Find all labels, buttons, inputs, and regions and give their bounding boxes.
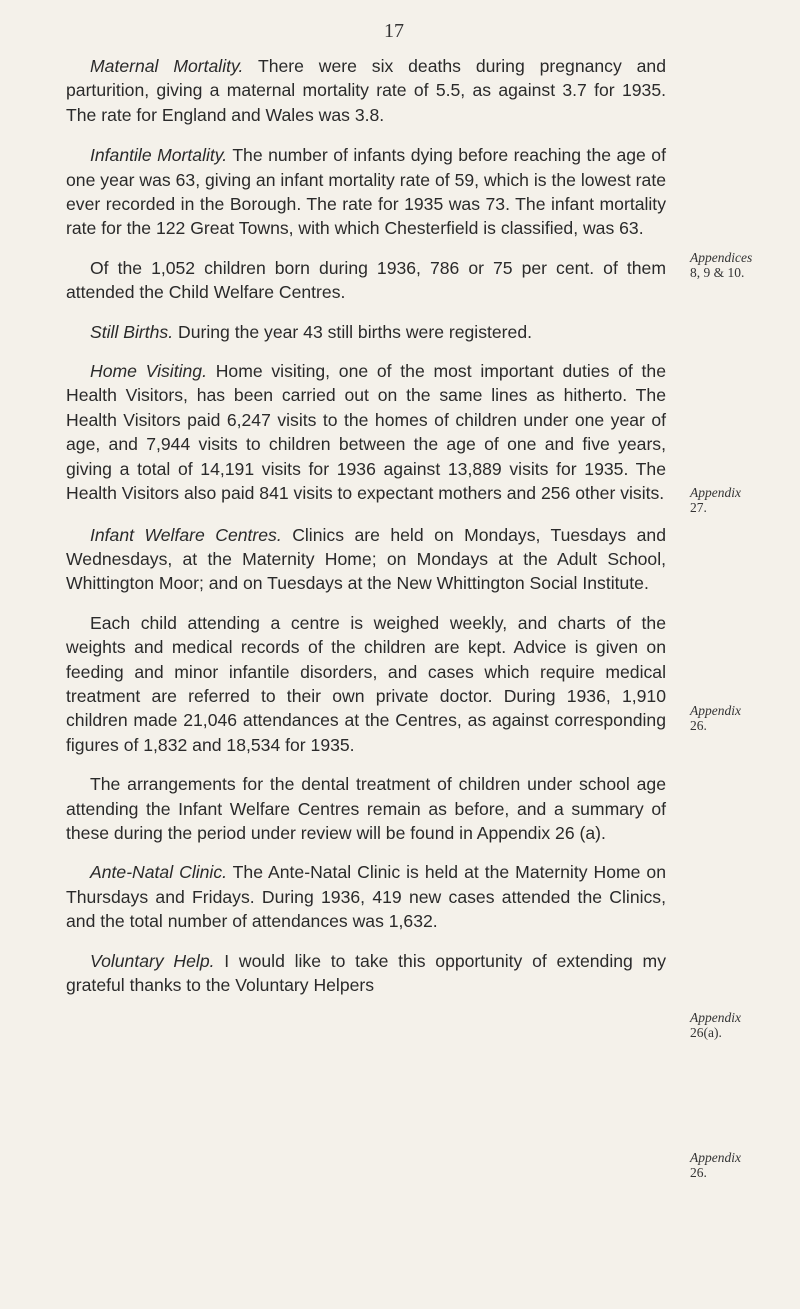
paragraph-heading: Maternal Mortality.: [90, 56, 244, 76]
paragraph-heading: Infant Welfare Centres.: [90, 524, 282, 545]
page-number: 17: [384, 20, 404, 42]
paragraph-text: There were six deaths during pregnancy and parturition, giving a maternal mortality rate of 5.5, as against 3.7 for 1935. The rate for England and Wales was 3.8.: [66, 56, 666, 125]
margin-note-ref: 26(a).: [690, 1025, 722, 1040]
paragraph-text: During the year 43 still births were registered.: [173, 321, 532, 342]
paragraph-home-visiting: [66, 359, 666, 505]
paragraph-text: I would like to take this opportunity of extending my grateful thanks to the Voluntary Helpers: [66, 950, 667, 995]
paragraph-voluntary-help: [66, 949, 666, 998]
paragraph-ante-natal-clinic: [66, 860, 666, 933]
margin-note-appendix-27: [690, 485, 790, 515]
margin-note-appendix-26a: [690, 1010, 790, 1040]
paragraph-children-born: [66, 256, 666, 305]
paragraph-text: Clinics are held on Mondays, Tuesdays and Wednesdays, at the Maternity Home; on Mondays at the Adult School, Whittington Moor; and on Tuesdays at the New Whittington Social Institute.: [66, 524, 666, 594]
paragraph-heading: Home Visiting.: [90, 361, 207, 382]
paragraph-infant-welfare-centres: [66, 523, 666, 596]
margin-note-appendices: [690, 250, 790, 280]
paragraph-text: The Ante-Natal Clinic is held at the Maternity Home on Thursdays and Fridays. During 1936, 419 new cases attended the Clinics, and the total number of attendances was 1,632.: [66, 862, 666, 932]
paragraph-text: The arrangements for the dental treatment of children under school age attending the Infant Welfare Centres remain as before, and a summary of these during the period under review will be found in Appendix 26 (a).: [66, 774, 666, 843]
margin-note-label: Appendix: [690, 485, 741, 500]
paragraph-text: Home visiting, one of the most important duties of the Health Visitors, has been carried out on the same lines as hitherto. The Health Visitors paid 6,247 visits to the homes of children under one year of age, and 7,944 visits to children between the age of one and five years, giving a total of 14,191 visits for 1936 against 13,889 visits for 1935. The Health Visitors also paid 841 visits to expectant mothers and 256 other visits.: [66, 361, 666, 504]
paragraph-still-births: [66, 320, 666, 344]
paragraph-infantile-mortality: [66, 143, 666, 241]
margin-note-label: Appendix: [690, 1010, 741, 1025]
margin-note-ref: 26.: [690, 1165, 707, 1180]
paragraph-heading: Ante-Natal Clinic.: [90, 862, 228, 883]
paragraph-heading: Voluntary Help.: [90, 950, 215, 971]
margin-note-appendix-26: [690, 703, 790, 733]
paragraph-text: Of the 1,052 children born during 1936, 786 or 75 per cent. of them attended the Child Welfare Centres.: [66, 257, 666, 303]
main-text: [66, 54, 666, 997]
margin-note-label: Appendix: [690, 703, 741, 718]
paragraph-text: Each child attending a centre is weighed weekly, and charts of the weights and medical records of the children are kept. Advice is given on feeding and minor infantile disorders, and cases which require medical treatment are referred to their own private doctor. During 1936, 1,910 children made 21,046 attendances at the Centres, as against corresponding figures of 1,832 and 18,534 for 1935.: [66, 612, 666, 755]
margin-note-ref: 8, 9 & 10.: [690, 265, 745, 280]
paragraph-centre-weighing: [66, 611, 666, 757]
paragraph-dental-treatment: [66, 772, 666, 845]
margin-note-ref: 27.: [690, 500, 707, 515]
paragraph-heading: Still Births.: [90, 321, 174, 342]
paragraph-heading: Infantile Mortality.: [90, 145, 228, 166]
margin-note-label: Appendix: [690, 1150, 741, 1165]
margin-note-ref: 26.: [690, 718, 707, 733]
margin-note-appendix-26-antenatal: [690, 1150, 790, 1180]
paragraph-text: The number of infants dying before reaching the age of one year was 63, giving an infant mortality rate of 59, which is the lowest rate ever recorded in the Borough. The rate for 1935 was 73. The infant mortality rate for the 122 Great Towns, with which Chesterfield is classified, was 63.: [66, 145, 666, 239]
margin-note-label: Appendices: [690, 250, 753, 265]
paragraph-maternal-mortality: [66, 54, 666, 127]
